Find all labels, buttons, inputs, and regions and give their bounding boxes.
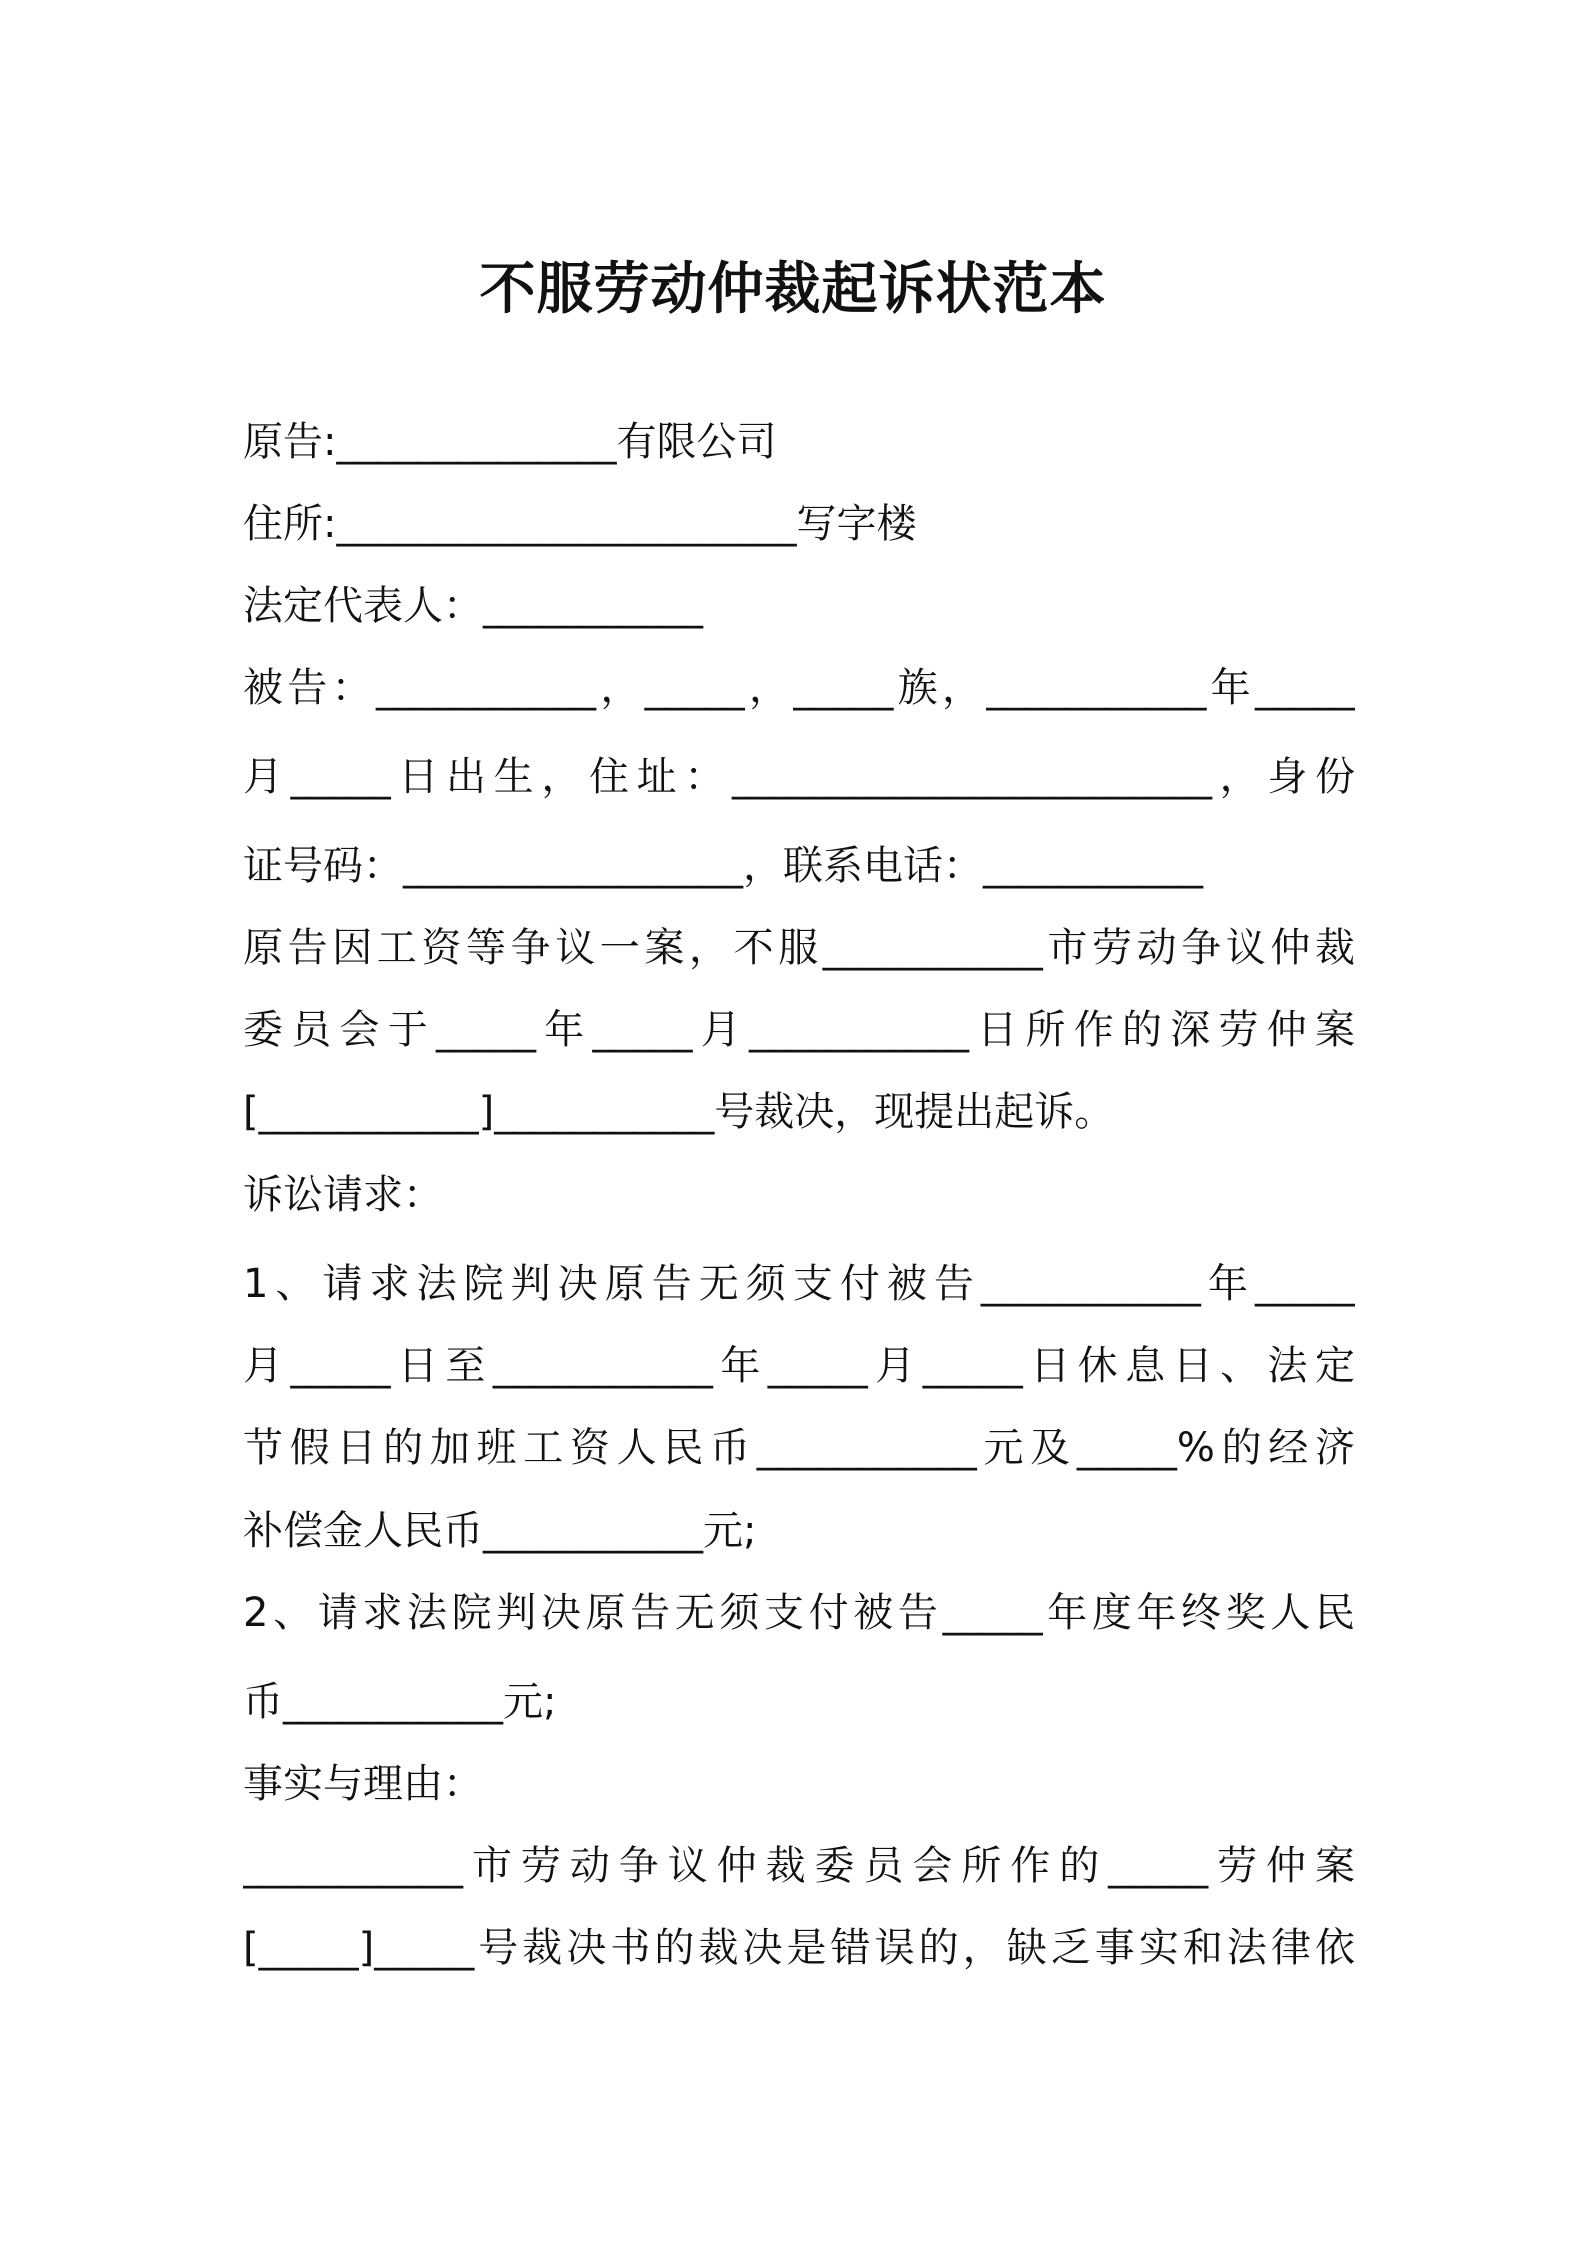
defendant-line: 被告：___________，_____，_____族，___________年_____ [243, 665, 1355, 711]
claims-heading: 诉讼请求： [243, 1172, 443, 1218]
case-intro-line-2: 委员会于_____年_____月___________日所作的深劳仲案 [243, 1007, 1355, 1053]
plaintiff-line: 原告:______________有限公司 [243, 419, 777, 465]
address-line: 住所:_______________________写字楼 [243, 501, 917, 547]
claim-1-line-4: 补偿金人民币___________元; [243, 1508, 757, 1554]
claim-1-line-1: 1、请求法院判决原告无须支付被告___________年_____ [243, 1261, 1355, 1307]
facts-line-2: [_____]_____号裁决书的裁决是错误的，缺乏事实和法律依 [243, 1925, 1355, 1971]
facts-heading: 事实与理由： [243, 1761, 483, 1807]
facts-line-1: ___________市劳动争议仲裁委员会所作的_____劳仲案 [243, 1843, 1355, 1889]
document-title: 不服劳动仲裁起诉状范本 [479, 257, 1107, 322]
claim-2-line-1: 2、请求法院判决原告无须支付被告_____年度年终奖人民 [243, 1590, 1355, 1636]
claim-1-line-2: 月_____日至___________年_____月_____日休息日、法定 [243, 1343, 1355, 1389]
case-intro-line-3: [___________]___________号裁决，现提出起诉。 [243, 1089, 1115, 1135]
claim-1-line-3: 节假日的加班工资人民币___________元及_____%的经济 [243, 1425, 1355, 1471]
claim-2-line-2: 币___________元; [243, 1679, 557, 1725]
legal-representative-line: 法定代表人：___________ [243, 583, 703, 629]
id-phone-line: 证号码：_________________，联系电话：___________ [243, 843, 1203, 889]
case-intro-line-1: 原告因工资等争议一案，不服___________市劳动争议仲裁 [243, 925, 1355, 971]
birth-address-line: 月_____日出生，住址：________________________，身份 [243, 754, 1355, 800]
